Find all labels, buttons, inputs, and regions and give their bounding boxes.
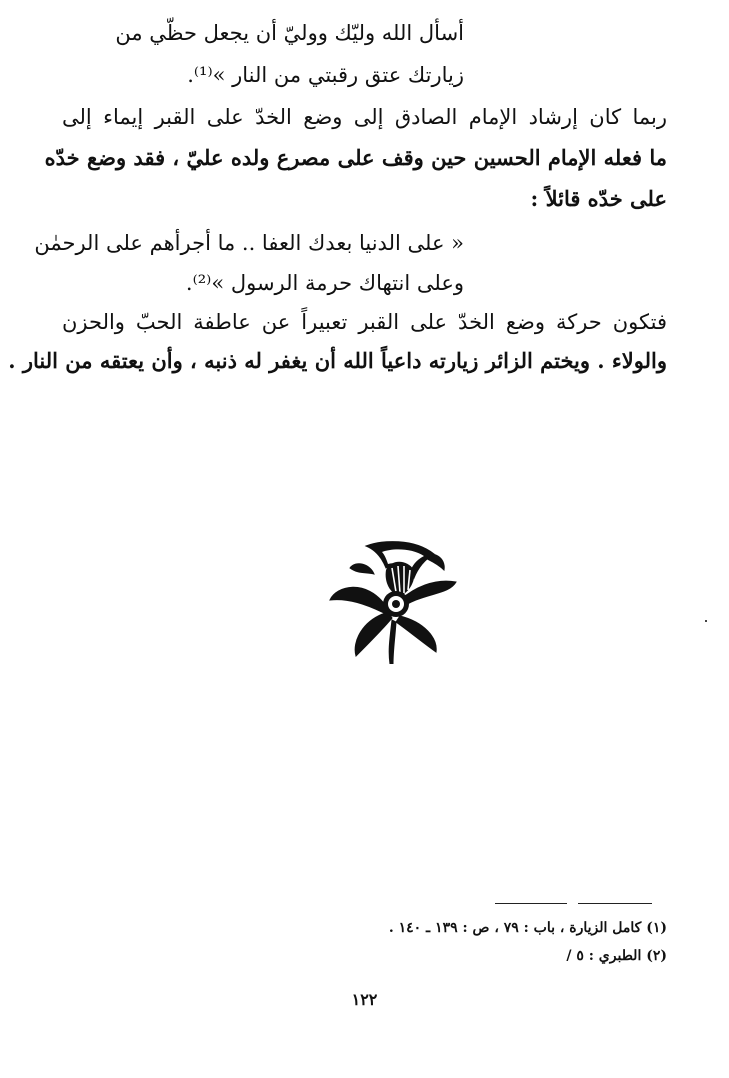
paragraph-line: ربما كان إرشاد الإمام الصادق إلى وضع الخدّ على القبر إيماء إلى: [62, 105, 667, 129]
page-number: ١٢٢: [351, 990, 378, 1009]
paragraph-line: فتكون حركة وضع الخدّ على القبر تعبيراً عن عاطفة الحبّ والحزن: [62, 310, 667, 334]
footnote-separator: [592, 903, 652, 904]
paragraph-line: على خدّه قائلاً :: [530, 186, 667, 211]
verse-line-2: زيارتك عتق رقبتي من النار »⁽¹⁾.: [187, 63, 464, 87]
verse-line-1: أسأل الله وليّك ووليّ أن يجعل حظّي من: [115, 21, 464, 45]
verse-line-4: وعلى انتهاك حرمة الرسول »⁽²⁾.: [185, 271, 464, 295]
paragraph-line: والولاء . ويختم الزائر زيارته داعياً الله أن يغفر له ذنبه ، وأن يعتقه من النار .: [8, 348, 667, 373]
verse-line-3: « على الدنيا بعدك العفا .. ما أجرأهم على الرحمٰن: [34, 231, 464, 255]
flower-ornament-icon: [326, 538, 460, 664]
footnote-2: (٢) الطبري : ٥ /: [566, 948, 667, 964]
paragraph-line: ما فعله الإمام الحسين حين وقف على مصرع ولده عليّ ، فقد وضع خدّه: [44, 145, 667, 170]
footnote-separator: [495, 903, 567, 904]
footnote-1: (١) كامل الزيارة ، باب : ٧٩ ، ص : ١٣٩ ـ ١٤٠ .: [388, 920, 667, 936]
footnote-separator: [578, 903, 592, 904]
scan-speck: [705, 620, 707, 622]
